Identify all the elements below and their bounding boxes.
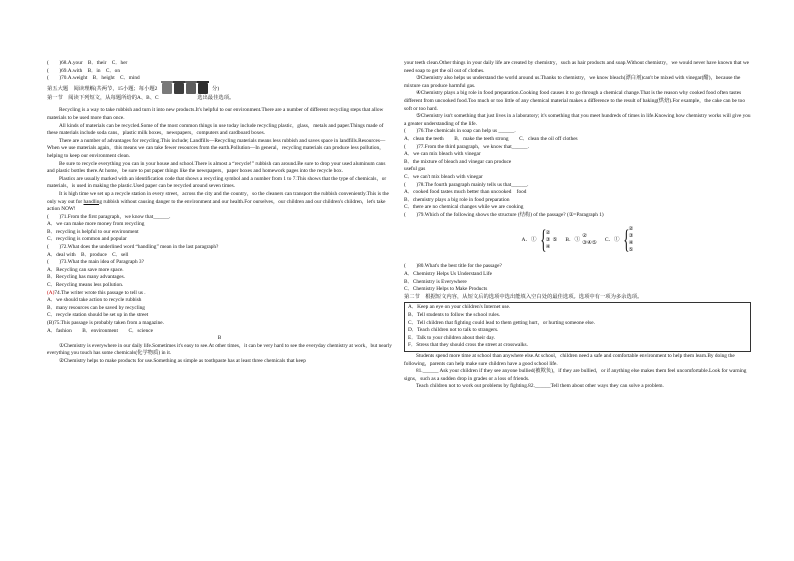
passage-b-paragraph-5: ⑤Chemistry isn't something that just lives in a laboratory; it's something that you meet hundreds of times in life.Knowing how chemistry works will give you a greater understanding of the life. (404, 113, 751, 127)
option: C．Recycling means less pollution. (47, 282, 124, 289)
section2-heading: 第二节 根据短文内容，从短文后的选项中选出能填入空白处的最佳选项。选项中有一项为多余选项。 (404, 293, 643, 300)
structure-option-c-label: C．① (604, 236, 620, 243)
passage-b-paragraph-2-cont: your teeth clean.Other things in your daily life are created by chemistry，such as hair products and soap.Without chemistry，we would never have known that we need soap to get the oil out of clothes. (404, 60, 750, 74)
option: A．Chemistry Helps Us Understand Life (404, 271, 492, 278)
option: B．Chemistry is Everywhere (404, 278, 467, 285)
question-69: ( )69.A.with B．in C．on (47, 67, 120, 74)
option: C．we can't mix bleach with vinegar (404, 173, 483, 180)
question-79-structure-options (404, 219, 751, 261)
question-77: ( )77.From the third paragraph，we know that______. (404, 143, 529, 150)
box-option-b: B．Tell students to follow the school rules. (408, 312, 501, 319)
option: B．chemistry plays a big role in food preparation (404, 196, 510, 203)
left-column (47, 60, 392, 366)
question-74 (47, 290, 392, 298)
option: B．the mixture of bleach and vinegar can produce (404, 158, 512, 165)
question-76: ( )76.The chemicals in soap can help us ______. (404, 128, 516, 135)
passage-a-paragraph-4: Be sure to recycle everything you can in your house and school.There is almost a “recycle!” rubbish can around.Be sure to drop your used aluminum cans and plastic bottles there.At home，be sure to put paper things like the newspapers，paper boxes and homework pages into the recycle box. (47, 160, 386, 175)
passage-b-label: B (217, 335, 222, 342)
structure-option-b (565, 233, 596, 247)
option: C．recycling is common and popular (47, 236, 127, 243)
question-78: ( )78.The fourth paragraph mainly tells us that______. (404, 181, 529, 188)
section1-heading-text: 第一节 阅读下列短文，从每题所给的A、B、C (47, 94, 159, 101)
box-option-a: A．Keep an eye on your children's Internet use. (408, 304, 511, 311)
question-75 (47, 320, 392, 328)
passage-b-paragraph-2: ②Chemistry helps to make products for use.Something as simple as toothpaste has at least three chemicals that keep (59, 357, 306, 364)
option: B．recycling is helpful to our environment (47, 228, 139, 235)
question-75-text: 75.This passage is probably taken from a magazine. (54, 320, 164, 326)
right-column (404, 60, 751, 391)
stack-item: ④ (628, 240, 634, 247)
question-68: ( )68.A.your B．their C．her (47, 60, 128, 66)
stack-item: ⑤ (628, 247, 634, 254)
structure-option-b-label: B．① (565, 236, 581, 243)
option: A．fashion B．environment C．science (47, 327, 153, 334)
box-option-c: C．Tell children that fighting could lead to them getting hurt，or hurting someone else. (408, 319, 595, 326)
box-option-e: E．Talk to your children about their day. (408, 334, 496, 341)
box-option-f: F．Stress that they should cross the street at crosswalks. (408, 342, 528, 349)
passage-a-paragraph-2: All kinds of materials can be recycled.Some of the most common things in use today include recycling plastic，glass，metals and paper.Things made of these materials include soda cans，plastic milk boxes，newspapers，computers and cardboard boxes. (47, 122, 384, 137)
recycle-bin-icon-4 (198, 83, 208, 94)
options-box (404, 302, 751, 352)
question-72: ( )72.What does the underlined word “handling” mean in the last paragraph? (47, 244, 219, 251)
box-option-d: D．Teach children not to talk to strangers. (408, 327, 499, 334)
recycle-bin-icon-2 (174, 83, 184, 94)
structure-option-c-stack (629, 226, 634, 254)
p6-text-before: It is high time we set up a recycle station in every street，across the city and the country，so the cleaners can transport the rubbish conveniently.This is the only way out for (47, 190, 389, 205)
final-paragraph-1: Students spend more time at school than anywhere else.At school，children need a safe and comfortable environment to help them learn.By doing the following，parents can help make sure children have a good school life. (404, 353, 735, 367)
stack-item: ② (628, 226, 634, 233)
structure-option-c (605, 226, 634, 254)
option: A．we can make more money from recycling (47, 221, 145, 228)
structure-option-a-label: A．① (521, 236, 537, 243)
option: B．Recycling has many advantages. (47, 274, 125, 281)
section-heading-text: 第五大题 阅读理解(共两节，15小题；每小题2 (47, 85, 158, 92)
section-heading (47, 83, 392, 95)
stack-item: ③ (628, 233, 634, 240)
option: A．clean the teeth B．make the teeth strong C．clean the oil off clothes (404, 135, 578, 142)
option: B．many resources can be saved by recycling (47, 304, 145, 311)
structure-option-a (522, 227, 558, 253)
answer-mark-75: (B) (47, 320, 55, 326)
question-71: ( )71.From the first paragraph，we know that______. (47, 213, 171, 220)
option: A．deal with B．produce C．sell (47, 251, 129, 258)
final-paragraph-2: 81.______ Ask your children if they see anyone bullied(被欺负)，if they are bullied，or if anything else makes them feel uncomfortable.Look for warning signs，such as a sudden drop in grades or a loss of friends. (404, 368, 747, 382)
passage-a-paragraph-5: Plastics are usually marked with an identification code that shows a recycling symbol and a number from 1 to 7.This shows that the type of chemicals，or materials，is used in making the plastic.Used paper can be recycled around seven times. (47, 175, 387, 190)
option: A．we can mix bleach with vinegar (404, 151, 481, 158)
stack-item: ③ (545, 236, 551, 243)
passage-a-paragraph-3: There are a number of advantages for recycling.This include; Landfills—Recycling materials means less rubbish and saves space in landfills.Resources—When we use materials again，this means we can take fewer resources from the earth.Pollution—In general，recycling materials can produce less pollution，helping to keep our environment clean. (47, 137, 386, 159)
stack-item: ④ (545, 243, 551, 250)
option: C．there are no chemical changes while we are cooking (404, 204, 524, 211)
recycle-bins (162, 83, 208, 94)
passage-b-paragraph-1: ①Chemistry is everywhere in our daily life.Sometimes it's easy to see.At other times，it can be very hard to see the everyday chemistry at work，but nearly everything you touch has some chemicals(化学物质) in it. (47, 342, 392, 357)
structure-option-a-stack (546, 230, 551, 251)
structure-option-a-end: ⑤ (552, 236, 558, 243)
stack-item: ② (545, 229, 551, 236)
option: A．Recycling can save more space. (47, 266, 124, 273)
section1-heading-suffix: 选出最佳选项。 (197, 94, 235, 101)
option: C．recycle station should be set up in the street (47, 312, 149, 319)
final-paragraph-3: Teach children not to work out problems by fighting.82.______Tell them about other ways they can solve a problem. (416, 383, 664, 390)
answer-mark-74: (A) (47, 289, 55, 296)
brace-icon: { (539, 225, 547, 255)
passage-a-paragraph-1: Recycling is a way to take rubbish and turn it into new products.It's helpful to our environment.There are a number of different recycling steps that allow materials to be used more than once. (47, 107, 384, 121)
section1-heading (47, 95, 392, 103)
stack-item: ③④⑤ (582, 240, 597, 247)
option: useful gas (404, 166, 426, 173)
section-heading-suffix: 分) (212, 85, 220, 92)
structure-option-b-stack (582, 233, 597, 247)
recycle-bin-icon-3 (186, 83, 196, 94)
question-74-text: 74.The writer wrote this passage to tell us . (54, 289, 146, 296)
underlined-word: handling (83, 198, 103, 205)
passage-a-paragraph-6 (47, 191, 392, 214)
option: A．cooked food tastes much better than uncooked food (404, 189, 527, 196)
question-73: ( )73.What the main idea of Paragraph 3? (47, 259, 144, 266)
recycle-bin-icon-1 (162, 83, 172, 94)
question-79: ( )79.Which of the following shows the structure (结构) of the passage? (①=Paragraph 1) (404, 211, 604, 218)
question-70: ( )70.A.weight B．height C．mind (47, 75, 140, 82)
question-80: ( )80.What's the best title for the passage? (404, 263, 502, 270)
stack-item: ② (582, 233, 587, 240)
option: C．Chemistry Helps to Make Products (404, 286, 488, 293)
brace-icon: { (622, 225, 630, 255)
p6-text-after: rubbish without causing danger to the environment and our health.For ourselves，our children and our children's children，let's take action NOW! (47, 198, 386, 213)
option: A．we should take action to recycle rubbish (47, 297, 142, 304)
passage-b-paragraph-3: ③Chemistry also helps us understand the world around us.Thanks to chemistry，we know bleach(漂白剂)can't be mixed with vinegar(醋)，because the mixture can produce harmful gas. (404, 75, 741, 89)
passage-b-paragraph-4: ④Chemistry plays a big role in food preparation.Cooking food causes it to go through a chemical change.That is the reason why cooked food often tastes different from uncooked food.Too much or too little of any chemical material makes a difference to the result of baking(烘焙).For example，the cake can be too soft or too hard. (404, 90, 745, 112)
